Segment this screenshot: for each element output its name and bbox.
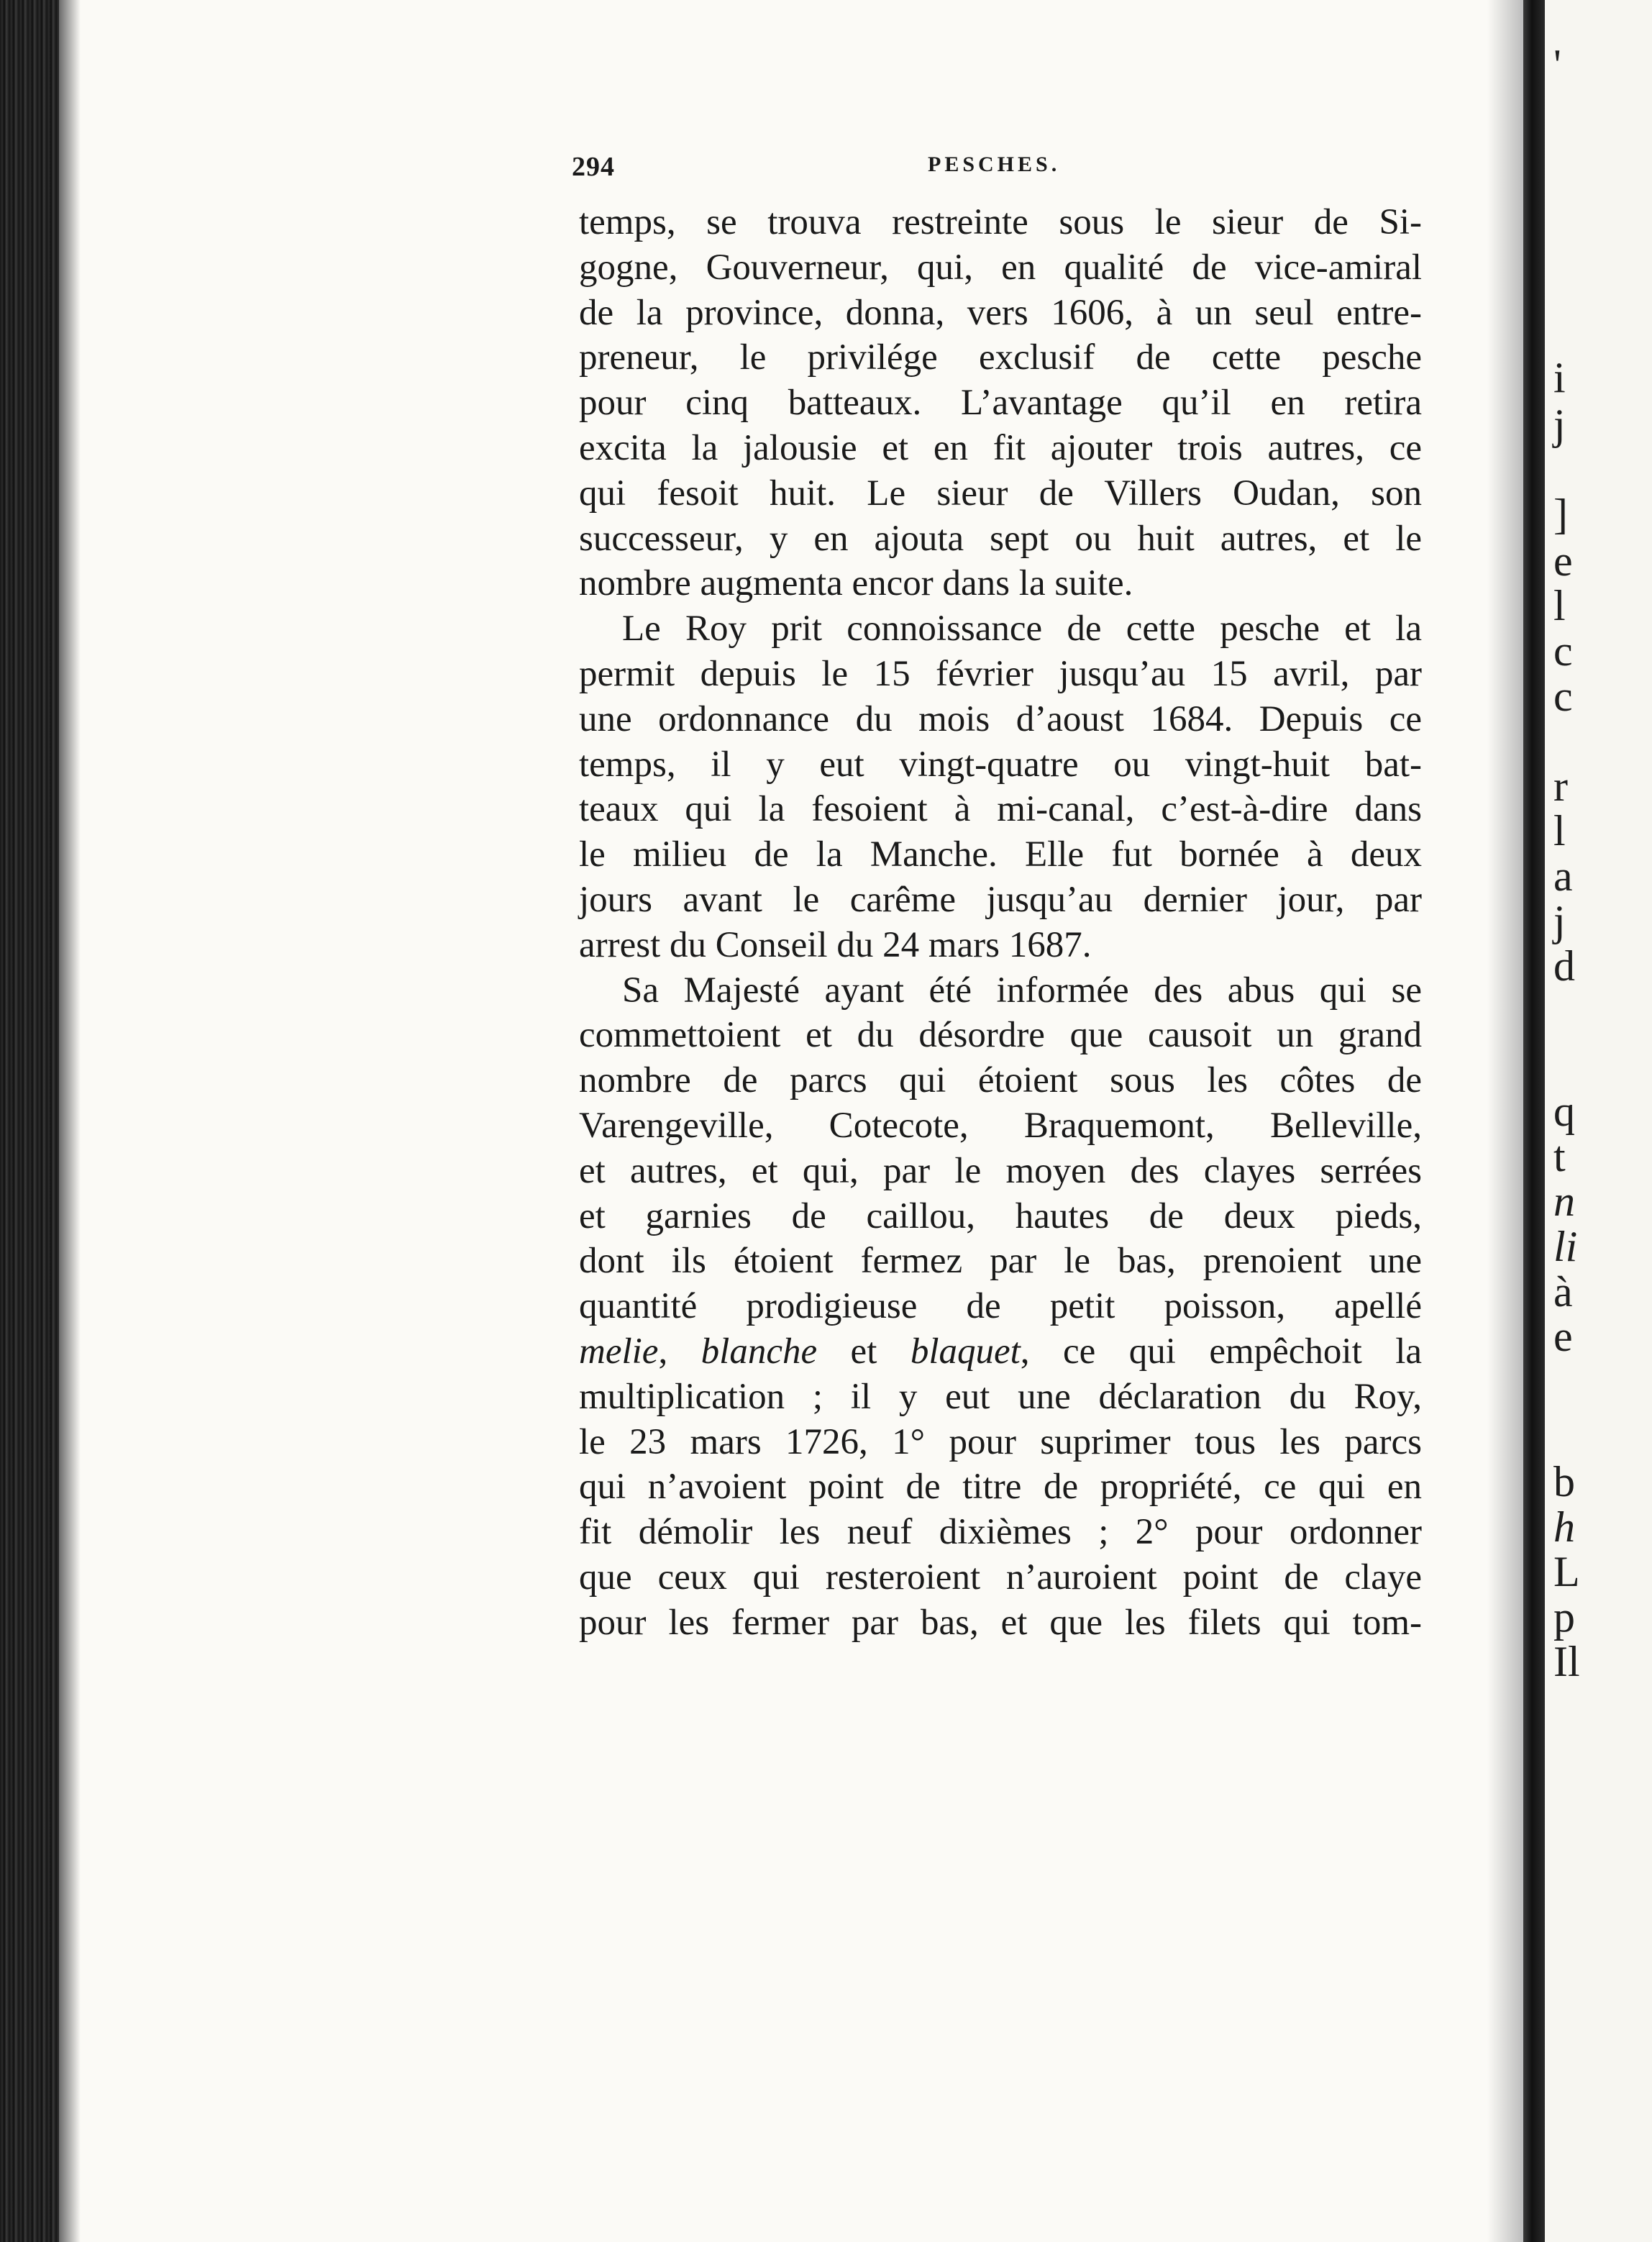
text-line: pour cinq batteaux. L’avantage qu’il en retira [579,383,1422,424]
text-line: de la province, donna, vers 1606, à un seul entre- [579,292,1422,333]
adjacent-fragment: ] [1553,491,1568,538]
adjacent-fragment: e [1553,537,1573,585]
adjacent-fragment: e [1553,1313,1573,1360]
text-line: et autres, et qui, par le moyen des clayes serrées [579,1150,1422,1191]
text-line: arrest du Conseil du 24 mars 1687. [579,924,1092,965]
adjacent-fragment: d [1553,942,1575,990]
text-line: teaux qui la fesoient à mi-canal, c’est-à-dire dans [579,789,1422,830]
adjacent-fragment: c [1553,627,1573,675]
italic-term: blaquet [910,1331,1021,1372]
text-line: permit depuis le 15 février jusqu’au 15 avril, par [579,653,1422,694]
body-text [579,200,1422,1646]
adjacent-fragment: b [1553,1458,1575,1505]
adjacent-fragment: à [1553,1268,1573,1316]
text-line: excita la jalousie et en fit ajouter trois autres, ce [579,427,1422,468]
text-line: jours avant le carême jusqu’au dernier jour, par [579,879,1422,920]
text-line: multiplication ; il y eut une déclaration du Roy, [579,1376,1422,1417]
adjacent-fragment: li [1553,1223,1578,1270]
binding-shadow [59,0,81,2242]
adjacent-fragment: q [1553,1088,1575,1135]
text-line: nombre de parcs qui étoient sous les côtes de [579,1060,1422,1101]
adjacent-page-edge [1545,0,1652,2242]
adjacent-fragment: h [1553,1503,1575,1551]
page-number: 294 [572,152,615,182]
text-fragment: , [658,1331,701,1372]
adjacent-fragment: j [1553,897,1566,944]
text-line: commettoient et du désordre que causoit un grand [579,1015,1422,1056]
text-line: que ceux qui resteroient n’auroient point de claye [579,1557,1422,1598]
adjacent-fragment: j [1553,401,1566,448]
adjacent-fragment: n [1553,1177,1575,1225]
adjacent-fragment: l [1553,807,1566,855]
adjacent-fragment: Il [1553,1638,1580,1685]
text-line: gogne, Gouverneur, qui, en qualité de vice-amiral [579,247,1422,288]
text-line: temps, se trouva restreinte sous le sieur de Si- [579,202,1422,242]
text-line: le milieu de la Manche. Elle fut bornée à deux [579,834,1422,875]
text-line: Sa Majesté ayant été informée des abus qui se [622,970,1422,1011]
adjacent-fragment: i [1553,354,1566,401]
adjacent-fragment: L [1553,1548,1580,1595]
adjacent-fragment: t [1553,1133,1566,1180]
paragraph [579,968,1422,1646]
book-binding-left [0,0,59,2242]
gutter-shadow [1487,0,1523,2242]
text-line: dont ils étoient fermez par le bas, prenoient une [579,1241,1422,1282]
adjacent-fragment: ' [1553,41,1561,88]
text-fragment: et [817,1331,911,1372]
text-line: Varengeville, Cotecote, Braquemont, Belleville, [579,1105,1422,1146]
text-line: fit démolir les neuf dixièmes ; 2° pour ordonner [579,1512,1422,1553]
text-line: nombre augmenta encor dans la suite. [579,563,1133,604]
adjacent-fragment: r [1553,762,1568,810]
text-line: temps, il y eut vingt-quatre ou vingt-huit bat- [579,744,1422,785]
italic-term: blanche [700,1331,818,1372]
text-line: successeur, y en ajouta sept ou huit autres, et le [579,518,1422,559]
adjacent-fragment: p [1553,1593,1575,1641]
text-line: une ordonnance du mois d’aoust 1684. Depuis ce [579,698,1422,739]
adjacent-fragment: a [1553,852,1573,900]
text-line: qui n’avoient point de titre de propriété, ce qui en [579,1467,1422,1508]
text-line: qui fesoit huit. Le sieur de Villers Oudan, son [579,473,1422,514]
text-line: et garnies de caillou, hautes de deux pieds, [579,1195,1422,1236]
text-line: Le Roy prit connoissance de cette pesche et la [622,609,1422,650]
adjacent-fragment: l [1553,582,1566,629]
text-line: preneur, le privilége exclusif de cette pesche [579,337,1422,378]
paragraph [579,606,1422,967]
text-line: pour les fermer par bas, et que les filets qui tom- [579,1602,1422,1643]
italic-term: melie [579,1331,659,1372]
text-line-with-italics [579,1329,1422,1375]
paragraph [579,200,1422,606]
text-line: quantité prodigieuse de petit poisson, apellé [579,1286,1422,1327]
book-gutter [1523,0,1545,2242]
text-fragment: , ce qui empêchoit la [1020,1331,1422,1372]
running-head: PESCHES. [928,152,1061,176]
text-line: le 23 mars 1726, 1° pour suprimer tous les parcs [579,1421,1422,1462]
adjacent-fragment: c [1553,673,1573,720]
